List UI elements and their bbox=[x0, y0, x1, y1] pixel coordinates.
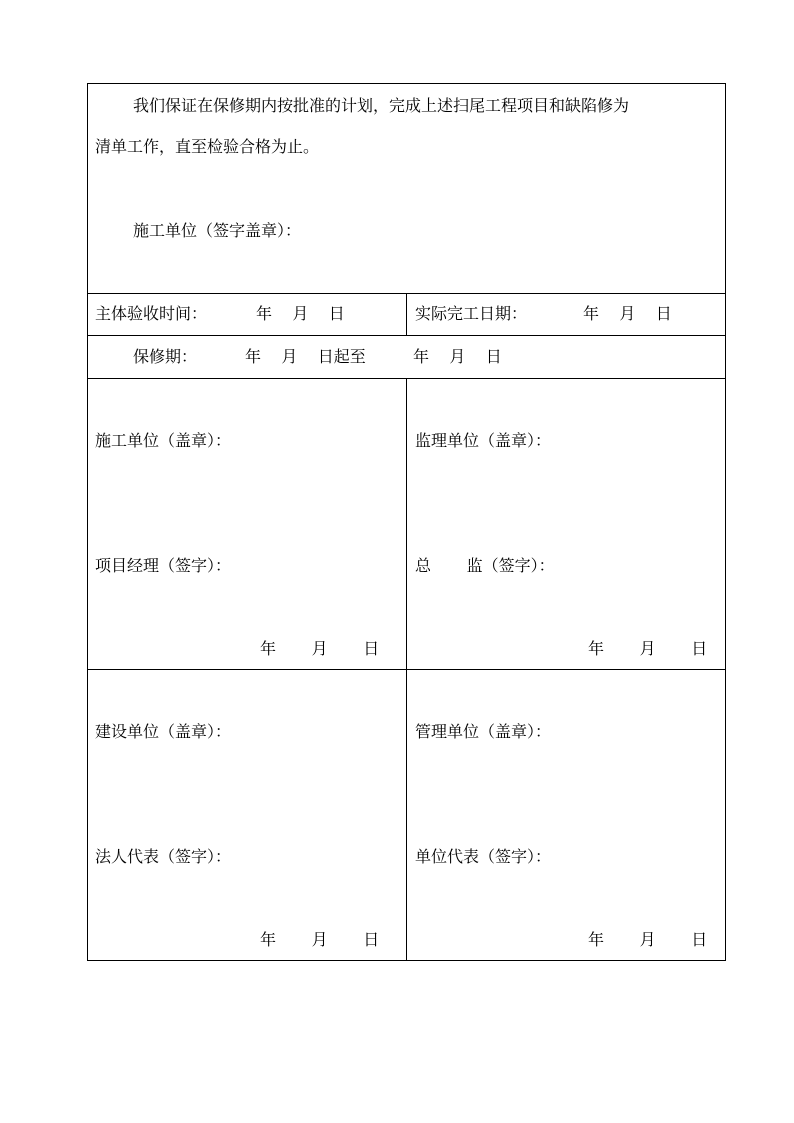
construction-signature-label: 施工单位（签字盖章）： bbox=[133, 221, 302, 240]
owner-unit-seal-label: 建设单位（盖章）： bbox=[95, 722, 232, 741]
warranty-start-date: 年 月 日起至 bbox=[245, 347, 366, 366]
unit-representative-signature-label: 单位代表（签字）： bbox=[415, 847, 552, 866]
guarantee-statement-line-1: 我们保证在保修期内按批准的计划，完成上述扫尾工程项目和缺陷修为 bbox=[133, 96, 630, 115]
warranty-form-table bbox=[87, 83, 726, 961]
supervision-unit-seal-label: 监理单位（盖章）： bbox=[415, 431, 552, 450]
project-manager-signature-label: 项目经理（签字）： bbox=[95, 556, 232, 575]
column-divider-signatures bbox=[406, 378, 407, 961]
construction-sign-date: 年 月 日 bbox=[260, 639, 380, 658]
main-acceptance-date: 年 月 日 bbox=[256, 304, 345, 323]
main-acceptance-label: 主体验收时间： bbox=[95, 304, 208, 323]
warranty-end-date: 年 月 日 bbox=[413, 347, 502, 366]
construction-unit-seal-label: 施工单位（盖章）： bbox=[95, 431, 232, 450]
supervision-sign-date: 年 月 日 bbox=[588, 639, 708, 658]
warranty-period-label: 保修期： bbox=[133, 347, 198, 366]
management-sign-date: 年 月 日 bbox=[588, 930, 708, 949]
actual-completion-date: 年 月 日 bbox=[583, 304, 672, 323]
row-divider-dates bbox=[88, 335, 725, 336]
column-divider-dates bbox=[406, 293, 407, 335]
management-unit-seal-label: 管理单位（盖章）： bbox=[415, 722, 552, 741]
chief-supervisor-signature-label: 总 监（签字）： bbox=[415, 556, 555, 575]
owner-sign-date: 年 月 日 bbox=[260, 930, 380, 949]
legal-representative-signature-label: 法人代表（签字）： bbox=[95, 847, 232, 866]
actual-completion-label: 实际完工日期： bbox=[415, 304, 528, 323]
guarantee-statement-line-2: 清单工作，直至检验合格为止。 bbox=[95, 137, 320, 156]
